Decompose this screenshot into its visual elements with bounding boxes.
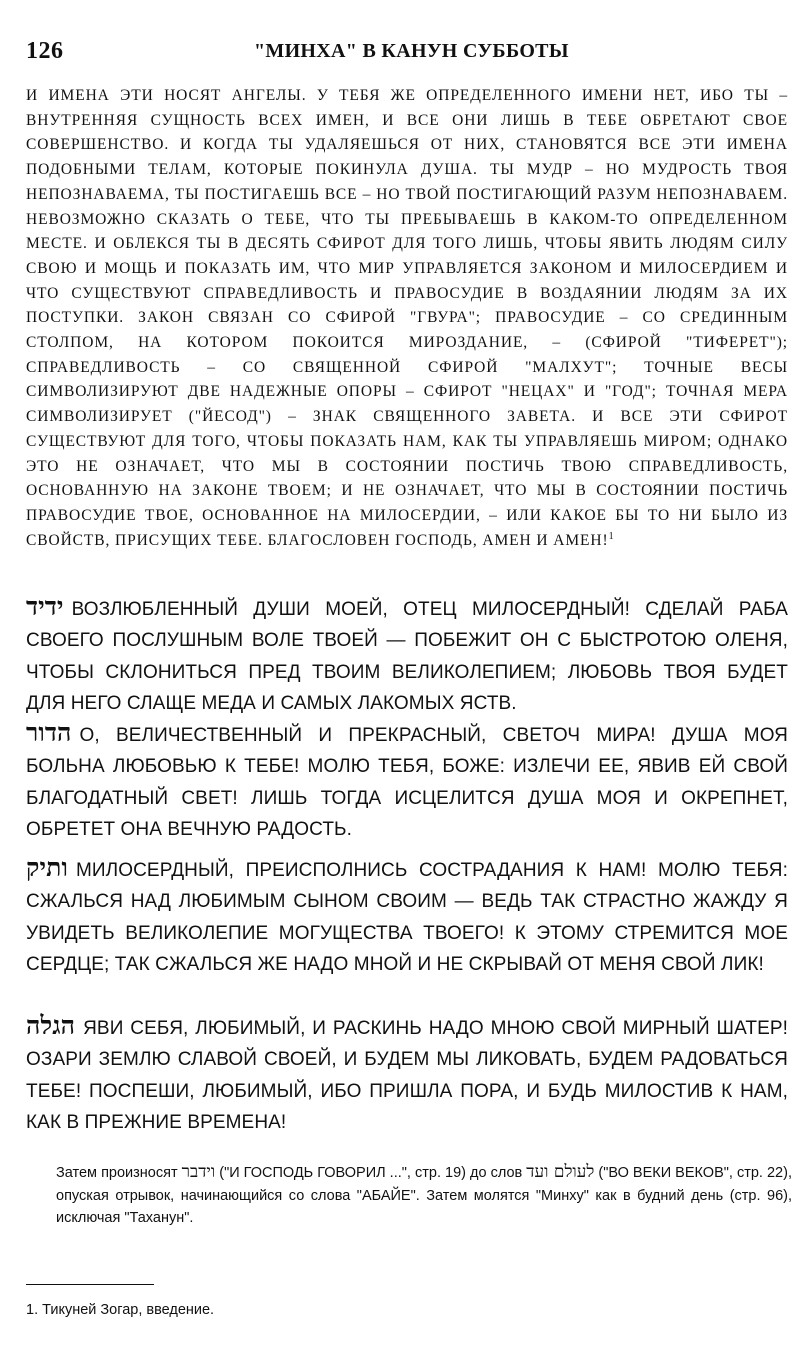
instruction-text: Затем произносят	[56, 1165, 182, 1181]
page-header	[26, 38, 788, 68]
page-number: 126	[26, 38, 64, 64]
hymn-stanza	[26, 1010, 788, 1138]
instruction-hebrew: וידבר	[181, 1162, 216, 1182]
hebrew-lead-word: הגלה	[26, 1011, 76, 1040]
footnote: 1. Тикуней Зогар, введение.	[26, 1302, 215, 1318]
hymn-stanza	[26, 591, 788, 719]
intro-text: И ИМЕНА ЭТИ НОСЯТ АНГЕЛЫ. У ТЕБЯ ЖЕ ОПРЕДЕЛЕННОГО ИМЕНИ НЕТ, ИБО ТЫ – ВНУТРЕННЯЯ СУЩНОСТЬ ВСЕХ ИМЕН, И ВСЕ ОНИ ЛИШЬ В ТЕБЕ ОБРЕТАЮТ СВОЕ СОВЕРШЕНСТВО. И КОГДА ТЫ УДАЛЯЕШЬСЯ ОТ НИХ, СТАНОВЯТСЯ ВСЕ ЭТИ ИМЕНА ПОДОБНЫМИ ТЕЛАМ, КОТОРЫЕ ПОКИНУЛА ДУША. ТЫ МУДР – НО МУДРОСТЬ ТВОЯ НЕПОЗНАВАЕМА, ТЫ ПОСТИГАЕШЬ ВСЕ – НО ТВОЙ ПОСТИГАЮЩИЙ РАЗУМ НЕПОЗНАВАЕМ. НЕВОЗМОЖНО СКАЗАТЬ О ТЕБЕ, ЧТО ТЫ ПРЕБЫВАЕШЬ В КАКОМ-ТО ОПРЕДЕЛЕННОМ МЕСТЕ. И ОБЛЕКСЯ ТЫ В ДЕСЯТЬ СФИРОТ ДЛЯ ТОГО ЛИШЬ, ЧТОБЫ ЯВИТЬ ЛЮДЯМ СИЛУ СВОЮ И МОЩЬ И ПОКАЗАТЬ ИМ, ЧТО МИР УПРАВЛЯЕТСЯ ЗАКОНОМ И МИЛОСЕРДИЕМ И ЧТО СУЩЕСТВУЮТ СПРАВЕДЛИВОСТЬ И ПРАВОСУДИЕ В ВОЗДАЯНИИ ЛЮДЯМ ЗА ИХ ПОСТУПКИ. ЗАКОН СВЯЗАН СО СФИРОЙ "ГВУРА"; ПРАВОСУДИЕ – СО СРЕДИННЫМ СТОЛПОМ, НА КОТОРОМ ПОКОИТСЯ МИРОЗДАНИЕ, – (СФИРОЙ "ТИФЕРЕТ"); СПРАВЕДЛИВОСТЬ – СО СВЯЩЕННОЙ СФИРОЙ "МАЛХУТ"; ТОЧНЫЕ ВЕСЫ СИМВОЛИЗИРУЮТ ДВЕ НАДЕЖНЫЕ ОПОРЫ – СФИРОТ "НЕЦАХ" И "ГОД"; ТОЧНАЯ МЕРА СИМВОЛИЗИРУЕТ ("ЙЕСОД") – ЗНАК СВЯЩЕННОГО ЗАВЕТА. И ВСЕ ЭТИ СФИРОТ СУЩЕСТВУЮТ ДЛЯ ТОГО, ЧТОБЫ ПОКАЗАТЬ НАМ, КАК ТЫ УПРАВЛЯЕШЬ МИРОМ; ОДНАКО ЭТО НЕ ОЗНАЧАЕТ, ЧТО МЫ В СОСТОЯНИИ ПОСТИЧЬ ТВОЮ СПРАВЕДЛИВОСТЬ, ОСНОВАННУЮ НА ЗАКОНЕ ТВОЕМ; И НЕ ОЗНАЧАЕТ, ЧТО МЫ В СОСТОЯНИИ ПОСТИЧЬ ПРАВОСУДИЕ ТВОЕ, ОСНОВАННОЕ НА МИЛОСЕРДИИ, – ИЛИ КАКОЕ БЫ ТО НИ БЫЛО ИЗ СВОЙСТВ, ПРИСУЩИХ ТЕБЕ. БЛАГОСЛОВЕН ГОСПОДЬ, АМЕН И АМЕН!	[26, 87, 788, 549]
instruction-text: ("ВО ВЕКИ ВЕКОВ", стр. 22), опуская отрывок, начинающийся со слова "АБАЙЕ". Затем молятся "Минху" как в будний день (стр. 96), исключая "Таханун".	[56, 1165, 792, 1226]
running-title: "МИНХА" В КАНУН СУББОТЫ	[254, 40, 569, 62]
hebrew-lead-word: הדור	[26, 718, 72, 747]
hymn-stanza	[26, 717, 788, 845]
footnote-reference: 1	[608, 530, 615, 542]
stanza-text: МИЛОСЕРДНЫЙ, ПРЕИСПОЛНИСЬ СОСТРАДАНИЯ К НАМ! МОЛЮ ТЕБЯ: СЖАЛЬСЯ НАД ЛЮБИМЫМ СЫНОМ СВОИМ — ВЕДЬ ТАК СТРАСТНО ЖАЖДУ Я УВИДЕТЬ ВЕЛИКОЛЕПИЕ МОГУЩЕСТВА ТВОЕГО! К ЭТОМУ СТРЕМИТСЯ МОЕ СЕРДЦЕ; ТАК СЖАЛЬСЯ ЖЕ НАДО МНОЙ И НЕ СКРЫВАЙ ОТ МЕНЯ СВОЙ ЛИК!	[26, 860, 788, 975]
instruction-hebrew: לעולם ועד	[526, 1162, 595, 1182]
hebrew-lead-word: ותיק	[26, 853, 68, 882]
hebrew-lead-word: ידיד	[26, 592, 64, 621]
footnote-divider	[26, 1284, 154, 1285]
instruction-text: ("И ГОСПОДЬ ГОВОРИЛ ...", стр. 19) до слов	[215, 1165, 527, 1181]
liturgical-instruction	[56, 1161, 792, 1230]
hymn-stanza	[26, 852, 788, 980]
stanza-text: ЯВИ СЕБЯ, ЛЮБИМЫЙ, И РАСКИНЬ НАДО МНОЮ СВОЙ МИРНЫЙ ШАТЕР! ОЗАРИ ЗЕМЛЮ СЛАВОЙ СВОЕЙ, И БУДЕМ МЫ ЛИКОВАТЬ, БУДЕМ РАДОВАТЬСЯ ТЕБЕ! ПОСПЕШИ, ЛЮБИМЫЙ, ИБО ПРИШЛА ПОРА, И БУДЬ МИЛОСТИВ К НАМ, КАК В ПРЕЖНИЕ ВРЕМЕНА!	[26, 1018, 788, 1133]
intro-paragraph	[26, 84, 788, 553]
stanza-text: ВОЗЛЮБЛЕННЫЙ ДУШИ МОЕЙ, ОТЕЦ МИЛОСЕРДНЫЙ! СДЕЛАЙ РАБА СВОЕГО ПОСЛУШНЫМ ВОЛЕ ТВОЕЙ — ПОБЕЖИТ ОН С БЫСТРОТОЮ ОЛЕНЯ, ЧТОБЫ СКЛОНИТЬСЯ ПРЕД ТВОИМ ВЕЛИКОЛЕПИЕМ; ЛЮБОВЬ ТВОЯ БУДЕТ ДЛЯ НЕГО СЛАЩЕ МЕДА И САМЫХ ЛАКОМЫХ ЯСТВ.	[26, 599, 788, 714]
stanza-text: О, ВЕЛИЧЕСТВЕННЫЙ И ПРЕКРАСНЫЙ, СВЕТОЧ МИРА! ДУША МОЯ БОЛЬНА ЛЮБОВЬЮ К ТЕБЕ! МОЛЮ ТЕБЯ, БОЖЕ: ИЗЛЕЧИ ЕЕ, ЯВИВ ЕЙ СВОЙ БЛАГОДАТНЫЙ СВЕТ! ЛИШЬ ТОГДА ИСЦЕЛИТСЯ ДУША МОЯ И ОКРЕПНЕТ, ОБРЕТЕТ ОНА ВЕЧНУЮ РАДОСТЬ.	[26, 725, 788, 840]
